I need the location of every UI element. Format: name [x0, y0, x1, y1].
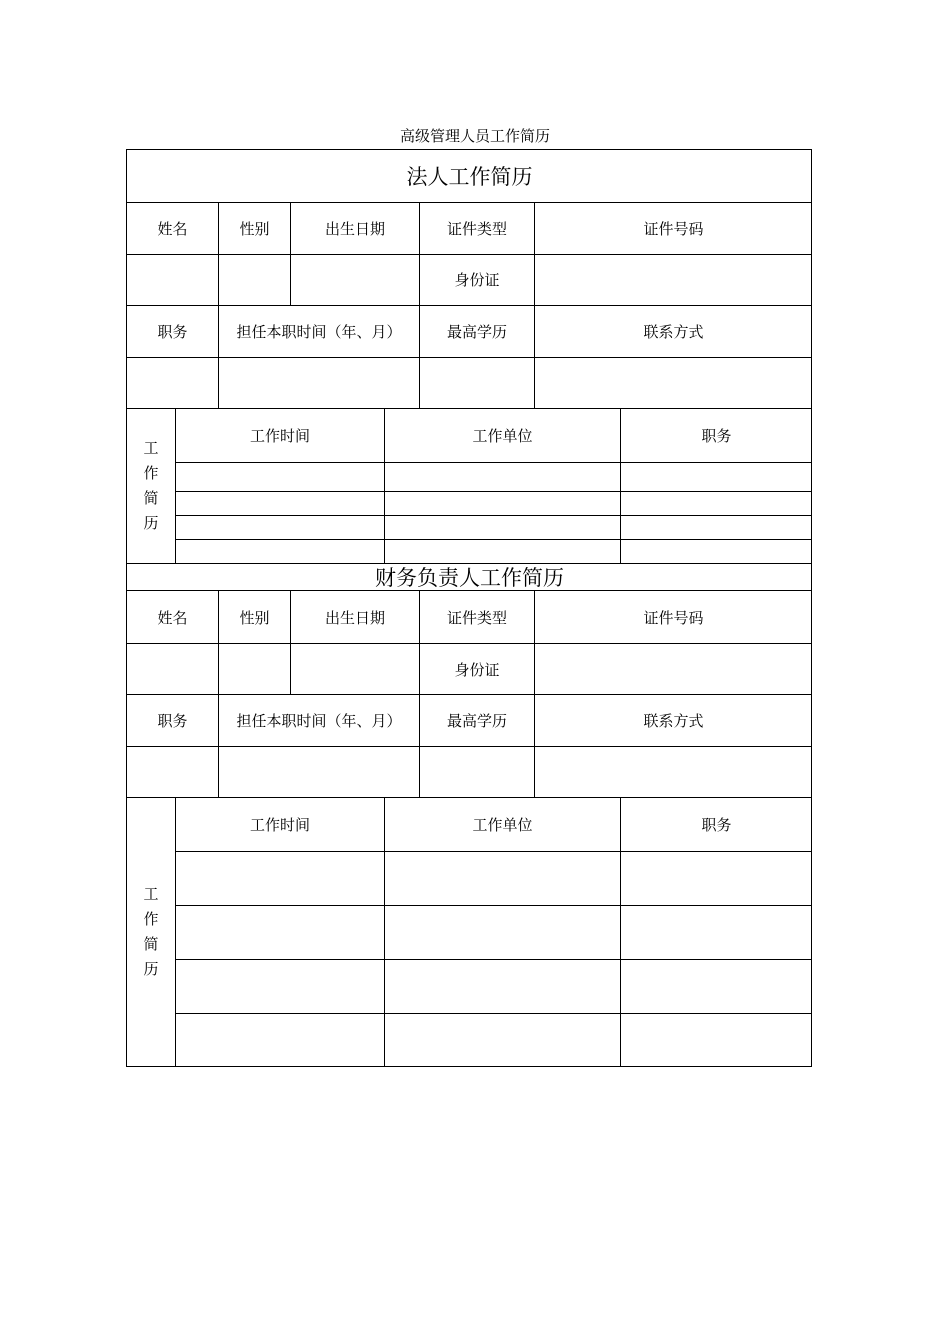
label-tenure: 担任本职时间（年、月）: [236, 712, 402, 730]
label-position: 职务: [157, 323, 188, 341]
value-gender[interactable]: [219, 644, 290, 694]
value-position[interactable]: [127, 747, 218, 797]
value-tenure[interactable]: [219, 358, 419, 408]
divider: [218, 203, 219, 305]
label-id-number: 证件号码: [643, 220, 704, 238]
divider: [175, 905, 812, 906]
label-education: 最高学历: [446, 712, 507, 730]
label-employer: 工作单位: [472, 427, 533, 445]
resume-form: [126, 149, 812, 1067]
label-employer: 工作单位: [472, 816, 533, 834]
label-id-type: 证件类型: [446, 220, 507, 238]
divider: [175, 959, 812, 960]
label-education: 最高学历: [446, 323, 507, 341]
divider: [419, 694, 420, 798]
value-id-number[interactable]: [535, 644, 812, 694]
label-work-time: 工作时间: [249, 816, 310, 834]
label-id-type: 证件类型: [446, 608, 507, 627]
label-birth-date: 出生日期: [324, 608, 385, 627]
value-position[interactable]: [127, 358, 218, 408]
divider: [419, 203, 420, 305]
label-work-position: 职务: [701, 816, 732, 834]
value-contact[interactable]: [535, 747, 812, 797]
value-id-number[interactable]: [535, 255, 812, 304]
divider: [419, 591, 420, 695]
label-work-time: 工作时间: [249, 427, 310, 445]
divider: [384, 798, 385, 1066]
label-position: 职务: [157, 712, 188, 730]
page-title: 高级管理人员工作简历: [399, 127, 550, 145]
section-heading-finance-officer: 财务负责人工作简历: [375, 566, 564, 590]
divider: [290, 203, 291, 305]
divider: [218, 305, 219, 409]
label-birth-date: 出生日期: [324, 220, 385, 238]
resume-label: 工 作 简 历: [143, 439, 159, 532]
divider: [175, 1013, 812, 1014]
label-contact: 联系方式: [643, 323, 704, 341]
label-name: 姓名: [157, 608, 188, 627]
value-contact[interactable]: [535, 358, 812, 408]
section-heading-legal-person: 法人工作简历: [406, 165, 533, 189]
label-gender: 性别: [239, 608, 270, 627]
value-name[interactable]: [127, 644, 218, 694]
divider: [175, 515, 812, 516]
label-name: 姓名: [157, 220, 188, 238]
value-id-type: 身份证: [454, 660, 500, 679]
label-gender: 性别: [239, 220, 270, 238]
divider: [175, 462, 812, 463]
value-name[interactable]: [127, 255, 218, 304]
value-tenure[interactable]: [219, 747, 419, 797]
value-gender[interactable]: [219, 255, 290, 304]
label-id-number: 证件号码: [643, 608, 704, 627]
value-id-type: 身份证: [454, 271, 500, 289]
label-contact: 联系方式: [643, 712, 704, 730]
divider: [175, 851, 812, 852]
label-work-position: 职务: [701, 427, 732, 445]
value-education[interactable]: [420, 358, 534, 408]
value-birth-date[interactable]: [291, 644, 419, 694]
divider: [175, 491, 812, 492]
label-tenure: 担任本职时间（年、月）: [236, 323, 402, 341]
divider: [218, 591, 219, 695]
resume-label: 工 作 简 历: [143, 885, 159, 978]
value-education[interactable]: [420, 747, 534, 797]
divider: [290, 591, 291, 695]
value-birth-date[interactable]: [291, 255, 419, 304]
divider: [620, 798, 621, 1066]
divider: [175, 539, 812, 540]
divider: [419, 305, 420, 409]
divider: [218, 694, 219, 798]
